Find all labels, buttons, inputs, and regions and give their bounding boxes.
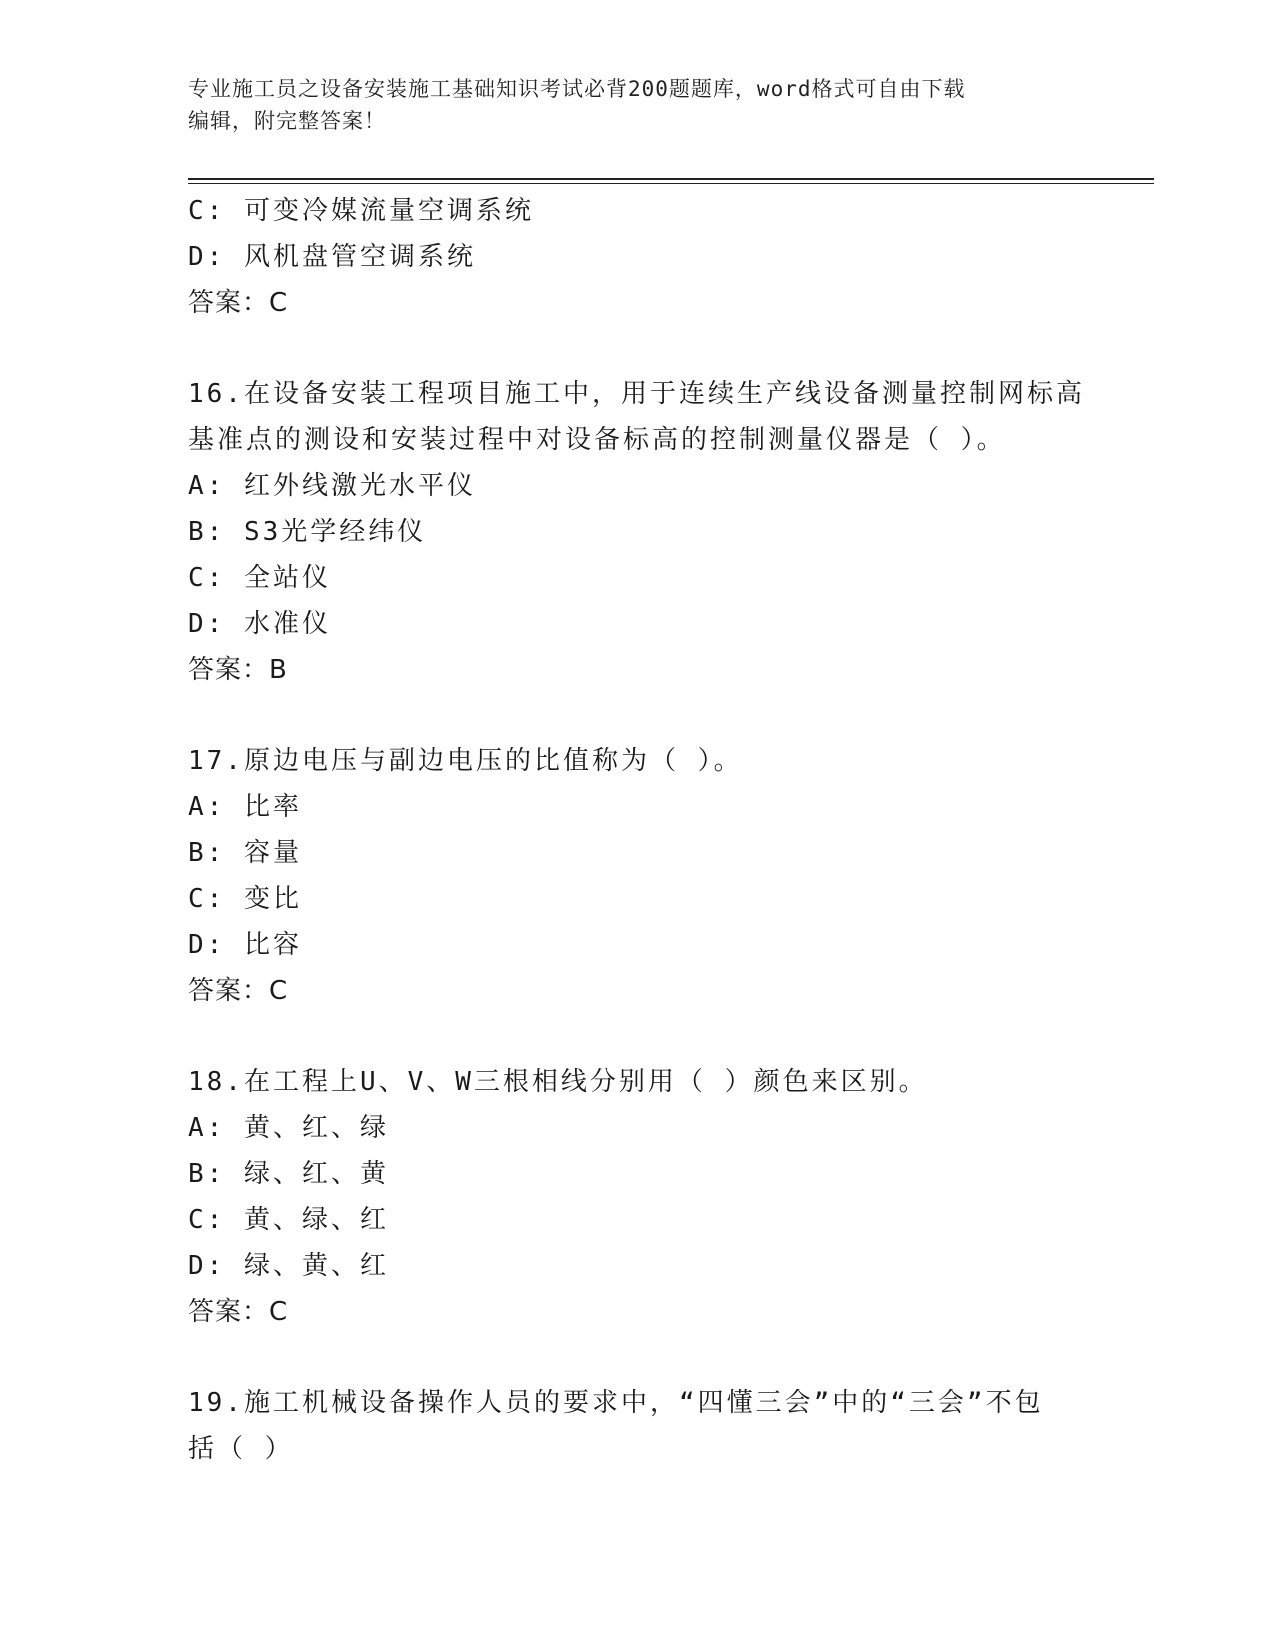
question-text-line-1: 18.在工程上U、V、W三根相线分别用（ ）颜色来区别。 bbox=[188, 1067, 928, 1097]
document-header bbox=[188, 73, 1088, 137]
question-text-line-1: 19.施工机械设备操作人员的要求中，“四懂三会”中的“三会”不包 bbox=[188, 1388, 1044, 1418]
question-17 bbox=[188, 738, 1088, 1014]
answer-label: 答案：C bbox=[188, 976, 289, 1006]
option-a: A: 比率 bbox=[188, 792, 302, 822]
answer-label: 答案：B bbox=[188, 655, 288, 685]
option-b: B: S3光学经纬仪 bbox=[188, 517, 427, 547]
option-a: A: 红外线激光水平仪 bbox=[188, 471, 476, 501]
option-c: C: 变比 bbox=[188, 884, 302, 914]
question-text-line-1: 16.在设备安装工程项目施工中，用于连续生产线设备测量控制网标高 bbox=[188, 379, 1085, 409]
option-d: D: 比容 bbox=[188, 930, 302, 960]
option-a: A: 黄、红、绿 bbox=[188, 1113, 389, 1143]
option-d: D: 风机盘管空调系统 bbox=[188, 242, 476, 272]
option-b: B: 容量 bbox=[188, 838, 302, 868]
option-c: C: 全站仪 bbox=[188, 563, 331, 593]
question-16 bbox=[188, 371, 1088, 693]
question-text-line-2: 基准点的测设和安装过程中对设备标高的控制测量仪器是（ ）。 bbox=[188, 425, 1006, 455]
option-c: C: 可变冷媒流量空调系统 bbox=[188, 196, 534, 226]
answer-label: 答案：C bbox=[188, 288, 289, 318]
header-line-2: 编辑，附完整答案！ bbox=[188, 109, 386, 133]
option-d: D: 水准仪 bbox=[188, 609, 331, 639]
header-divider-thin bbox=[188, 183, 1154, 184]
option-b: B: 绿、红、黄 bbox=[188, 1159, 389, 1189]
question-text-line-1: 17.原边电压与副边电压的比值称为（ ）。 bbox=[188, 746, 743, 776]
question-18 bbox=[188, 1059, 1088, 1335]
question-19 bbox=[188, 1380, 1088, 1472]
question-list bbox=[188, 188, 1088, 1472]
header-divider-thick bbox=[188, 178, 1154, 180]
option-d: D: 绿、黄、红 bbox=[188, 1251, 389, 1281]
header-line-1: 专业施工员之设备安装施工基础知识考试必背200题题库，word格式可自由下载 bbox=[188, 77, 966, 101]
question-text-line-2: 括（ ） bbox=[188, 1434, 294, 1464]
option-c: C: 黄、绿、红 bbox=[188, 1205, 389, 1235]
question-15-tail bbox=[188, 188, 1088, 326]
answer-label: 答案：C bbox=[188, 1297, 289, 1327]
